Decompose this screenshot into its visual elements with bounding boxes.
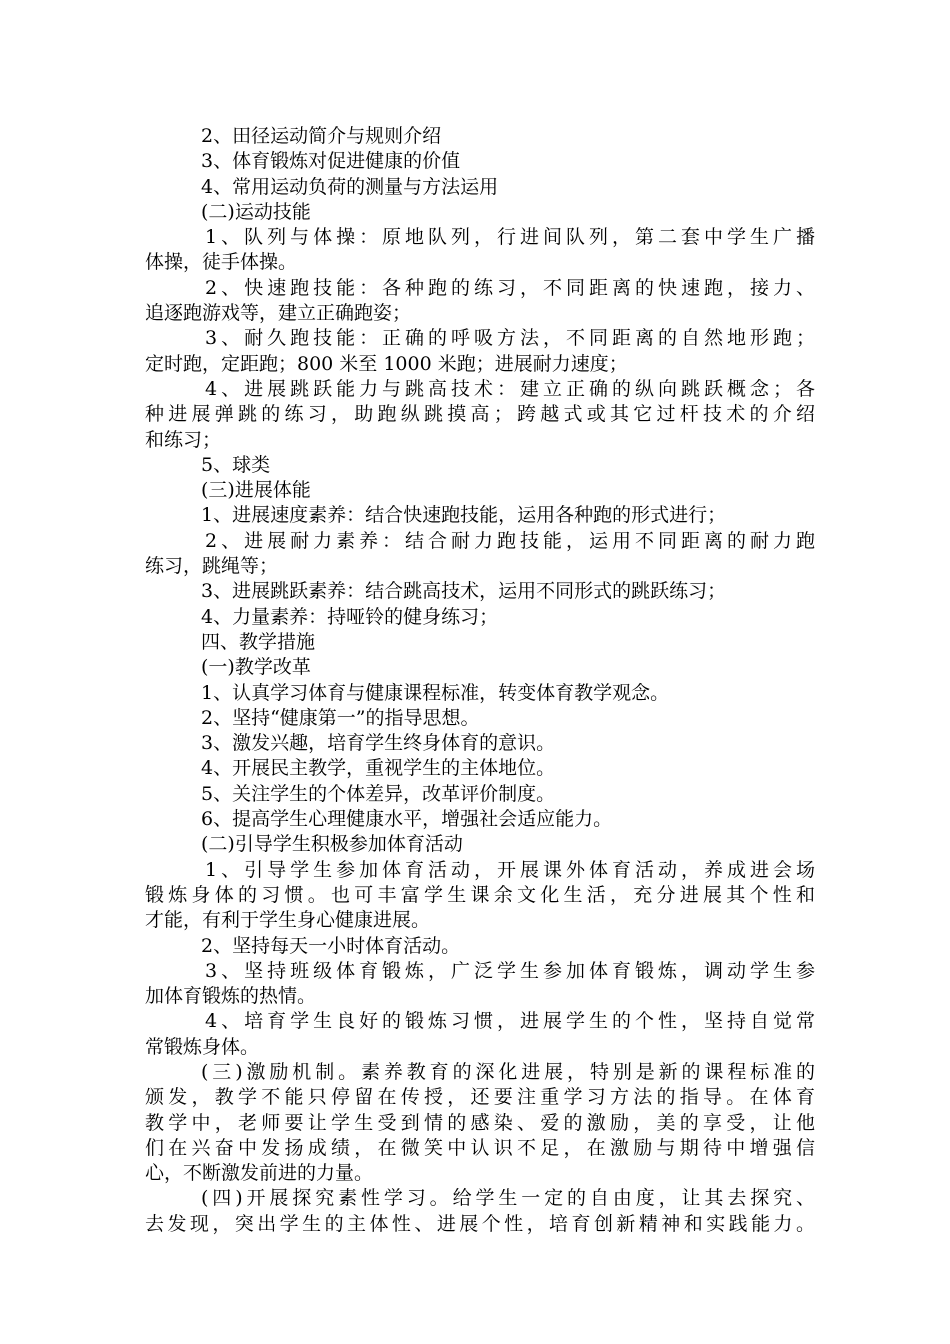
paragraph-line: 4、培育学生良好的锻炼习惯，进展学生的个性，坚持自觉常 xyxy=(205,1010,815,1033)
paragraph-line: 和练习； xyxy=(145,428,222,451)
paragraph-line: 锻炼身体的习惯。也可丰富学生课余文化生活，充分进展其个性和 xyxy=(145,883,815,906)
section-heading: (一)教学改革 xyxy=(201,656,311,679)
section-heading: (三)进展体能 xyxy=(201,479,311,502)
paragraph-line: 体操，徒手体操。 xyxy=(145,251,298,274)
list-item: 4、开展民主教学，重视学生的主体地位。 xyxy=(201,757,556,780)
list-item: 1、进展速度素养：结合快速跑技能，运用各种跑的形式进行； xyxy=(201,504,727,527)
paragraph-line: 心，不断激发前进的力量。 xyxy=(145,1162,374,1185)
paragraph-line: 2、快速跑技能：各种跑的练习，不同距离的快速跑，接力、 xyxy=(205,276,815,299)
section-heading: (二)运动技能 xyxy=(201,200,311,223)
list-item: 3、激发兴趣，培育学生终身体育的意识。 xyxy=(201,732,556,755)
paragraph-line: 常锻炼身体。 xyxy=(145,1035,260,1058)
list-item: 1、认真学习体育与健康课程标准，转变体育教学观念。 xyxy=(201,681,670,704)
list-item: 2、坚持每天一小时体育活动。 xyxy=(201,934,461,957)
paragraph-line: 颁发，教学不能只停留在传授，还要注重学习方法的指导。在体育 xyxy=(145,1086,815,1109)
paragraph-line: 们在兴奋中发扬成绩，在微笑中认识不足，在激励与期待中增强信 xyxy=(145,1136,815,1159)
section-heading: 四、教学措施 xyxy=(201,630,316,653)
paragraph-line: 3、坚持班级体育锻炼，广泛学生参加体育锻炼，调动学生参 xyxy=(205,959,815,982)
list-item: 5、关注学生的个体差异，改革评价制度。 xyxy=(201,782,556,805)
paragraph-line: 1、队列与体操：原地队列，行进间队列，第二套中学生广播 xyxy=(205,226,815,249)
paragraph-line: (三)激励机制。素养教育的深化进展，特别是新的课程标准的 xyxy=(201,1060,815,1083)
list-item: 5、球类 xyxy=(201,453,271,476)
paragraph-line: 种进展弹跳的练习，助跑纵跳摸高；跨越式或其它过杆技术的介绍 xyxy=(145,403,815,426)
paragraph-line: 4、进展跳跃能力与跳高技术：建立正确的纵向跳跃概念；各 xyxy=(205,377,815,400)
list-item: 3、体育锻炼对促进健康的价值 xyxy=(201,150,461,173)
document-page xyxy=(145,124,815,1237)
paragraph-line: 练习，跳绳等； xyxy=(145,555,279,578)
paragraph-line: 加体育锻炼的热情。 xyxy=(145,985,317,1008)
list-item: 4、常用运动负荷的测量与方法运用 xyxy=(201,175,499,198)
paragraph-line: 3、耐久跑技能：正确的呼吸方法，不同距离的自然地形跑； xyxy=(205,327,815,350)
paragraph-line: (四)开展探究素性学习。给学生一定的自由度，让其去探究、 xyxy=(201,1187,815,1210)
paragraph-line: 教学中，老师要让学生受到情的感染、爱的激励，美的享受，让他 xyxy=(145,1111,815,1134)
list-item: 4、力量素养：持哑铃的健身练习； xyxy=(201,605,499,628)
list-item: 2、田径运动简介与规则介绍 xyxy=(201,125,442,147)
list-item: 3、进展跳跃素养：结合跳高技术，运用不同形式的跳跃练习； xyxy=(201,580,727,603)
paragraph-line: 定时跑，定距跑；800 米至 1000 米跑；进展耐力速度； xyxy=(145,352,628,375)
paragraph-line: 去发现，突出学生的主体性、进展个性，培育创新精神和实践能力。 xyxy=(145,1212,815,1235)
section-heading: (二)引导学生积极参加体育活动 xyxy=(201,833,463,856)
paragraph-line: 1、引导学生参加体育活动，开展课外体育活动，养成进会场 xyxy=(205,858,815,881)
paragraph-line: 才能，有利于学生身心健康进展。 xyxy=(145,909,431,932)
paragraph-line: 2、进展耐力素养：结合耐力跑技能，运用不同距离的耐力跑 xyxy=(205,529,815,552)
list-item: 2、坚持“健康第一”的指导思想。 xyxy=(201,706,480,729)
paragraph-line: 追逐跑游戏等，建立正确跑姿； xyxy=(145,302,412,325)
list-item: 6、提高学生心理健康水平，增强社会适应能力。 xyxy=(201,808,613,831)
